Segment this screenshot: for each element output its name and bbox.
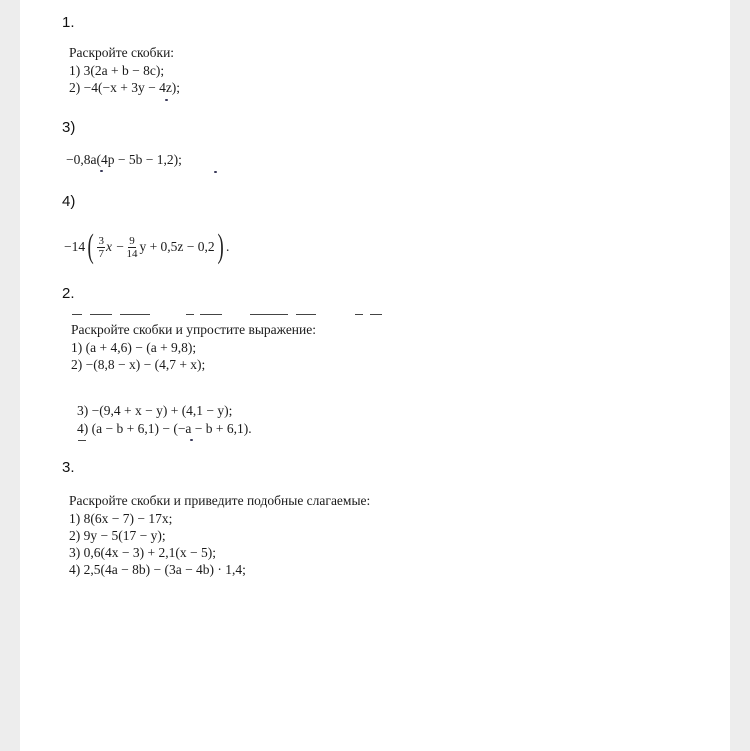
cropped-mark bbox=[370, 314, 382, 315]
ink-speck bbox=[214, 171, 217, 173]
section-4-paren-heading: 4) bbox=[62, 193, 76, 210]
document-page bbox=[20, 0, 730, 751]
section-3-item-4: 4) 2,5(4a − 8b) − (3a − 4b) · 1,4; bbox=[69, 562, 246, 577]
fraction-3-7 bbox=[97, 235, 105, 260]
section-2-item-2: 2) −(8,8 − x) − (4,7 + x); bbox=[71, 357, 206, 372]
section-3-item-3: 3) 0,6(4x − 3) + 2,1(x − 5); bbox=[69, 545, 216, 560]
cropped-mark bbox=[200, 314, 222, 315]
cropped-mark bbox=[355, 314, 363, 315]
expression-tail: y + 0,5z − 0,2 bbox=[139, 239, 215, 254]
cropped-mark bbox=[186, 314, 194, 315]
fraction-denominator: 7 bbox=[98, 247, 104, 260]
fraction-numerator: 3 bbox=[98, 234, 104, 247]
cropped-text-line bbox=[69, 312, 389, 318]
ink-speck bbox=[100, 170, 103, 172]
section-2-item-1: 1) (a + 4,6) − (a + 9,8); bbox=[71, 340, 197, 355]
section-2-item-4: 4) (a − b + 6,1) − (−a − b + 6,1). bbox=[77, 421, 252, 436]
section-1-heading: 1. bbox=[62, 14, 75, 31]
section-1-item-1: 1) 3(2a + b − 8c); bbox=[69, 63, 165, 78]
right-paren: ) bbox=[217, 228, 224, 265]
expression-end: . bbox=[226, 239, 230, 254]
cropped-mark bbox=[296, 314, 316, 315]
fraction-numerator: 9 bbox=[129, 234, 135, 247]
section-3-expression: −0,8a(4p − 5b − 1,2); bbox=[66, 152, 182, 167]
section-3-title: Раскройте скобки и приведите подобные слагаемые: bbox=[69, 493, 371, 508]
cropped-mark bbox=[72, 314, 82, 315]
section-3-heading: 3. bbox=[62, 459, 75, 476]
cropped-mark bbox=[250, 314, 288, 315]
cropped-mark bbox=[120, 314, 150, 315]
section-2-heading: 2. bbox=[62, 285, 75, 302]
expression-coefficient: −14 bbox=[64, 239, 86, 254]
ink-speck bbox=[165, 99, 168, 101]
left-paren: ( bbox=[87, 228, 94, 265]
section-1-title: Раскройте скобки: bbox=[69, 45, 175, 60]
section-3-item-2: 2) 9y − 5(17 − y); bbox=[69, 528, 166, 543]
section-4-expression bbox=[64, 227, 229, 267]
fraction-9-14 bbox=[125, 235, 138, 260]
section-3-item-1: 1) 8(6x − 7) − 17x; bbox=[69, 511, 173, 526]
section-2-title: Раскройте скобки и упростите выражение: bbox=[71, 322, 316, 337]
section-2-item-3: 3) −(9,4 + x − y) + (4,1 − y); bbox=[77, 403, 233, 418]
expression-variable-x: x − bbox=[105, 239, 125, 254]
cropped-mark bbox=[90, 314, 112, 315]
section-3-paren-heading: 3) bbox=[62, 119, 76, 136]
ink-speck bbox=[78, 440, 86, 441]
fraction-denominator: 14 bbox=[126, 247, 138, 260]
ink-speck bbox=[190, 439, 193, 441]
section-1-item-2: 2) −4(−x + 3y − 4z); bbox=[69, 80, 181, 95]
